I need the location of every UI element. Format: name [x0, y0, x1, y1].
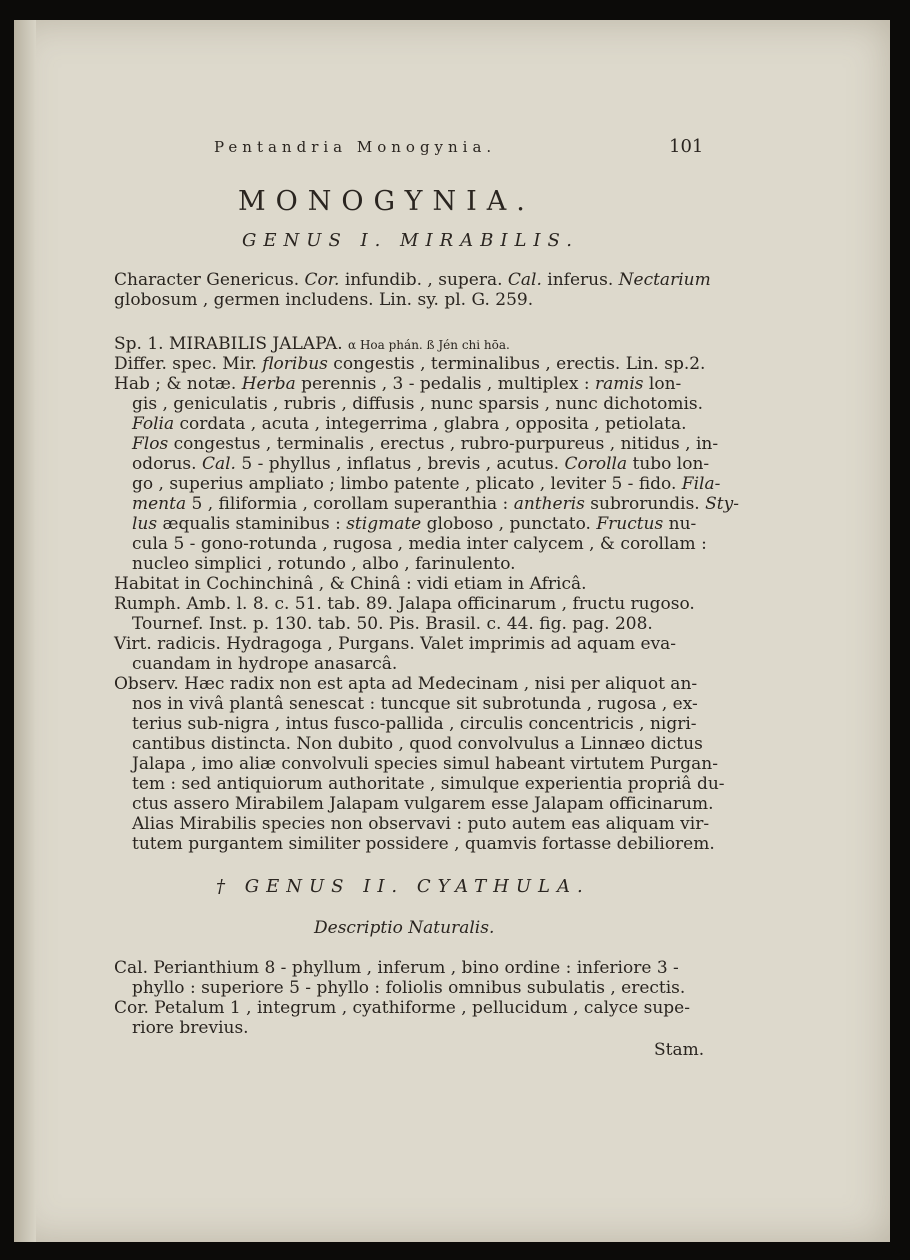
text-segment: odorus. [132, 454, 202, 474]
text-segment: Hab ; & notæ. [114, 374, 242, 394]
text-line [114, 998, 712, 1018]
italic-term: Folia [132, 414, 175, 434]
text-line [114, 414, 712, 434]
text-segment: riore brevius. [132, 1018, 249, 1038]
page-gutter [14, 20, 36, 1242]
text-line [114, 434, 719, 454]
text-line [114, 614, 712, 634]
text-segment: Habitat in Cochinchinâ , & Chinâ : vidi etiam in Africâ. [114, 574, 587, 594]
text-line [114, 354, 712, 374]
text-line [114, 634, 712, 654]
text-segment: phyllo : superiore 5 - phyllo : foliolis omnibus subulatis , erectis. [132, 978, 686, 998]
text-line [114, 594, 712, 614]
text-segment: 5 , filiformia , corollam superanthia : [186, 494, 514, 514]
text-line [114, 1018, 712, 1038]
text-line [114, 814, 712, 834]
text-line [114, 694, 712, 714]
text-segment: congestis , terminalibus , erectis. Lin. sp.2. [327, 354, 706, 374]
text-segment: Virt. radicis. Hydragoga , Purgans. Valet imprimis ad aquam eva- [114, 634, 677, 654]
generic-character [114, 270, 712, 310]
italic-term: menta [132, 494, 187, 514]
italic-term: stigmate [346, 514, 422, 534]
running-head: Pentandria Monogynia. [214, 138, 497, 156]
text-segment: infundib. , supera. [339, 270, 508, 290]
text-line [114, 978, 712, 998]
text-line [114, 270, 712, 290]
text-line [114, 734, 712, 754]
text-line [114, 958, 712, 978]
section-title: MONOGYNIA. [238, 186, 535, 217]
text-line [114, 334, 712, 354]
text-line [114, 374, 712, 394]
italic-term: Flos [132, 434, 169, 454]
text-line [114, 514, 712, 534]
italic-term: Fructus [596, 514, 664, 534]
page-number: 101 [669, 136, 704, 157]
text-segment: cuandam in hydrope anasarcâ. [132, 654, 398, 674]
genus-1-heading: GENUS I. MIRABILIS. [242, 230, 579, 251]
text-line [114, 534, 712, 554]
italic-term: floribus [262, 354, 328, 374]
italic-term: Cor. [304, 270, 340, 290]
text-segment: tubo lon- [627, 454, 710, 474]
text-segment: congestus , terminalis , erectus , rubro-purpureus , nitidus , in- [168, 434, 719, 454]
text-line [114, 494, 739, 514]
italic-term: antheris [513, 494, 585, 514]
italic-term: Fila- [681, 474, 721, 494]
italic-term: Cal. [507, 270, 542, 290]
text-segment: Sp. 1. MIRABILIS JALAPA. [114, 334, 349, 354]
text-segment: inferus. [541, 270, 619, 290]
text-segment: lon- [643, 374, 682, 394]
text-segment: cordata , acuta , integerrima , glabra , opposita , petiolata. [174, 414, 687, 434]
catchword: Stam. [654, 1040, 705, 1060]
text-segment: Rumph. Amb. l. 8. c. 51. tab. 89. Jalapa officinarum , fructu rugoso. [114, 594, 695, 614]
text-segment: subrorundis. [584, 494, 706, 514]
text-line [114, 754, 718, 774]
text-segment: Differ. spec. Mir. [114, 354, 263, 374]
text-line [114, 674, 712, 694]
text-line [114, 394, 712, 414]
text-line [114, 574, 712, 594]
text-segment: Jalapa , imo aliæ convolvuli species simul habeant virtutem Purgan- [132, 754, 718, 774]
text-segment: globoso , punctato. [421, 514, 597, 534]
text-segment: Cor. Petalum 1 , integrum , cyathiforme , pellucidum , calyce supe- [114, 998, 690, 1018]
italic-term: Herba [241, 374, 296, 394]
text-segment: cula 5 - gono-rotunda , rugosa , media inter calycem , & corollam : [132, 534, 707, 554]
text-segment: Character Genericus. [114, 270, 305, 290]
text-segment: cantibus distincta. Non dubito , quod convolvulus a Linnæo dictus [132, 734, 703, 754]
text-segment: perennis , 3 - pedalis , multiplex : [295, 374, 595, 394]
text-segment: 5 - phyllus , inflatus , brevis , acutus. [235, 454, 565, 474]
text-segment: Observ. Hæc radix non est apta ad Medecinam , nisi per aliquot an- [114, 674, 698, 694]
text-line [114, 774, 725, 794]
text-line [114, 794, 712, 814]
text-line [114, 474, 721, 494]
italic-term: ramis [594, 374, 644, 394]
text-segment: tutem purgantem similiter possidere , quamvis fortasse debiliorem. [132, 834, 715, 854]
text-line [114, 654, 712, 674]
text-segment: nucleo simplici , rotundo , albo , farinulento. [132, 554, 516, 574]
text-segment: gis , geniculatis , rubris , diffusis , nunc sparsis , nunc dichotomis. [132, 394, 704, 414]
italic-term: Corolla [564, 454, 628, 474]
text-segment: ctus assero Mirabilem Jalapam vulgarem esse Jalapam officinarum. [132, 794, 714, 814]
text-line [114, 834, 715, 854]
text-segment: terius sub-nigra , intus fusco-pallida , circulis concentricis , nigri- [132, 714, 697, 734]
text-segment: globosum , germen includens. Lin. sy. pl. G. 259. [114, 290, 534, 310]
book-page [14, 20, 890, 1242]
text-segment: nu- [663, 514, 697, 534]
species-description [114, 334, 739, 854]
text-segment: Cal. Perianthium 8 - phyllum , inferum , bino ordine : inferiore 3 - [114, 958, 679, 978]
italic-term: Nectarium [618, 270, 711, 290]
text-line [114, 454, 712, 474]
text-segment: nos in vivâ plantâ senescat : tuncque sit subrotunda , rugosa , ex- [132, 694, 698, 714]
genus-2-description [114, 958, 712, 1038]
text-segment: Tournef. Inst. p. 130. tab. 50. Pis. Brasil. c. 44. fig. pag. 208. [132, 614, 653, 634]
text-line [114, 714, 712, 734]
text-line [114, 554, 712, 574]
description-heading: Descriptio Naturalis. [314, 918, 495, 938]
italic-term: lus [132, 514, 158, 534]
text-segment: go , superius ampliato ; limbo patente , plicato , leviter 5 - fido. [132, 474, 682, 494]
text-segment: Alias Mirabilis species non observavi : puto autem eas aliquam vir- [132, 814, 710, 834]
vernacular-names: α Hoa phán. ß Jén chi hōa. [348, 338, 510, 352]
text-segment: æqualis staminibus : [157, 514, 347, 534]
italic-term: Sty- [705, 494, 739, 514]
italic-term: Cal. [201, 454, 236, 474]
genus-2-heading: † GENUS II. CYATHULA. [216, 876, 590, 897]
text-segment: tem : sed antiquiorum authoritate , simulque experientia propriâ du- [132, 774, 725, 794]
text-line [114, 290, 712, 310]
